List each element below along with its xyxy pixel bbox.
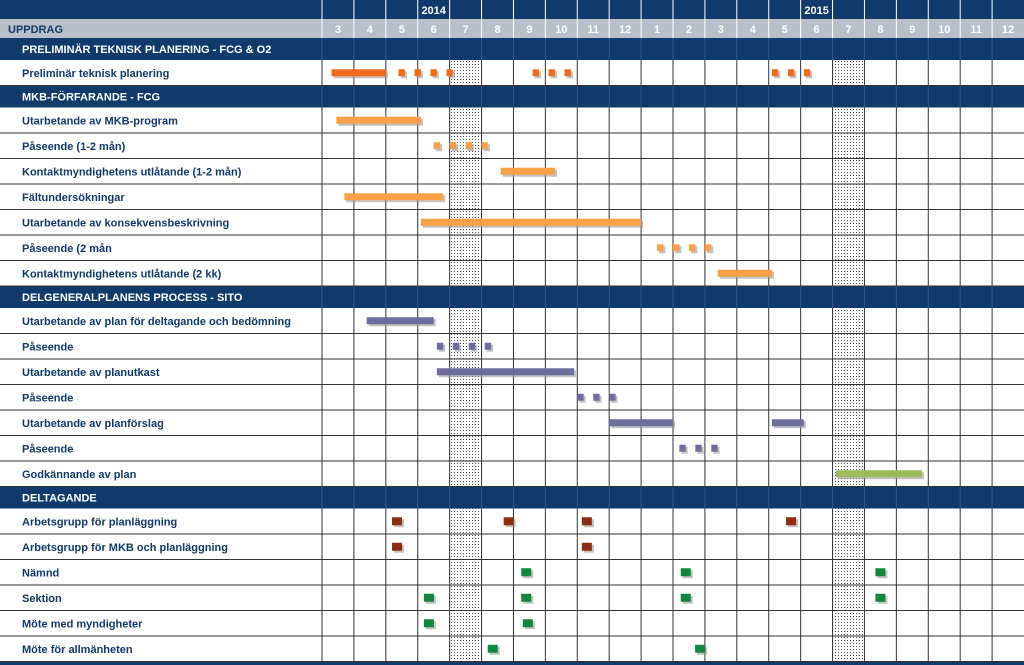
month-tick-label: 10 xyxy=(938,24,951,36)
shaded-column-cell xyxy=(450,560,482,586)
task-label: Arbetsgrupp för planläggning xyxy=(22,516,178,529)
task-dash xyxy=(705,244,711,251)
task-dash xyxy=(450,142,456,149)
task-dash xyxy=(453,343,459,350)
task-dash xyxy=(430,69,436,76)
shaded-column-cell xyxy=(833,133,865,159)
shaded-column-cell xyxy=(833,235,865,261)
task-label: Utarbetande av MKB-program xyxy=(22,115,178,128)
task-bar xyxy=(836,470,922,477)
shaded-column-cell xyxy=(833,560,865,586)
month-tick-label: 12 xyxy=(619,24,632,36)
month-tick-label: 4 xyxy=(366,24,373,36)
month-tick-label: 5 xyxy=(781,24,788,36)
task-dash xyxy=(533,69,539,76)
month-tick-label: 3 xyxy=(717,24,724,36)
task-dash xyxy=(437,343,443,350)
month-tick-label: 9 xyxy=(526,24,533,36)
meeting-marker xyxy=(504,517,514,525)
shaded-column-cell xyxy=(833,585,865,611)
task-label: Arbetsgrupp för MKB och planläggning xyxy=(22,541,228,554)
task-dash xyxy=(788,69,794,76)
shaded-column-cell xyxy=(450,385,482,411)
meeting-marker xyxy=(582,543,592,551)
meeting-marker xyxy=(695,645,705,653)
shaded-column-cell xyxy=(450,636,482,662)
task-dash xyxy=(565,69,571,76)
shaded-column-cell xyxy=(833,436,865,462)
task-label: Möte för allmänheten xyxy=(22,643,133,656)
task-label: Möte med myndigheter xyxy=(22,618,143,631)
task-dash xyxy=(609,394,615,401)
task-row xyxy=(0,235,1024,261)
task-label: Kontaktmyndighetens utlåtande (2 kk) xyxy=(22,268,222,281)
task-dash xyxy=(549,69,555,76)
month-header-band xyxy=(0,19,1024,38)
month-tick-label: 3 xyxy=(334,24,342,36)
task-bar xyxy=(609,419,673,426)
shaded-column-cell xyxy=(833,636,865,662)
task-dash xyxy=(679,445,685,452)
meeting-marker xyxy=(681,568,691,576)
shaded-column-cell xyxy=(833,261,865,287)
month-tick-label: 2 xyxy=(685,24,693,36)
task-label: Påseende (2 mån xyxy=(22,242,112,255)
meeting-marker xyxy=(786,517,796,525)
meeting-marker xyxy=(523,619,533,627)
task-label: Fältundersökningar xyxy=(22,191,125,204)
task-bar xyxy=(367,317,434,324)
meeting-marker xyxy=(424,594,434,602)
shaded-column-cell xyxy=(450,159,482,185)
meeting-marker xyxy=(392,543,402,551)
task-dash xyxy=(695,445,701,452)
section-title: DELTAGANDE xyxy=(22,492,97,505)
task-row xyxy=(0,636,1024,662)
task-dash xyxy=(434,142,440,149)
month-tick-label: 12 xyxy=(1001,24,1015,36)
shaded-column-cell xyxy=(450,261,482,287)
task-dash xyxy=(399,69,405,76)
task-label: Godkännande av plan xyxy=(22,468,137,481)
task-bar xyxy=(437,368,574,375)
task-row xyxy=(0,385,1024,411)
task-row xyxy=(0,436,1024,462)
meeting-marker xyxy=(875,594,885,602)
task-dash xyxy=(657,244,663,251)
shaded-column-cell xyxy=(833,611,865,637)
month-tick-label: 5 xyxy=(398,24,405,36)
shaded-column-cell xyxy=(833,210,865,236)
task-bar xyxy=(421,219,641,226)
task-dash xyxy=(673,244,679,251)
month-tick-label: 8 xyxy=(877,24,884,36)
shaded-column-cell xyxy=(833,60,865,86)
month-tick-label: 7 xyxy=(462,24,469,36)
month-tick-label: 7 xyxy=(845,24,852,36)
task-label: Sektion xyxy=(22,592,62,605)
month-tick-label: 6 xyxy=(430,24,437,36)
month-tick-label: 1 xyxy=(653,24,661,36)
shaded-column-cell xyxy=(450,108,482,134)
task-bar xyxy=(344,193,443,200)
task-bar xyxy=(772,419,804,426)
task-dash xyxy=(772,69,778,76)
shaded-column-cell xyxy=(450,308,482,334)
task-dash xyxy=(446,69,452,76)
meeting-marker xyxy=(521,568,531,576)
task-row xyxy=(0,611,1024,637)
shaded-column-cell xyxy=(450,611,482,637)
task-dash xyxy=(689,244,695,251)
shaded-column-cell xyxy=(833,108,865,134)
shaded-column-cell xyxy=(833,410,865,436)
shaded-column-cell xyxy=(450,509,482,535)
task-dash xyxy=(466,142,472,149)
task-row xyxy=(0,585,1024,611)
month-tick-label: 9 xyxy=(909,24,916,36)
task-bar xyxy=(718,270,772,277)
task-dash xyxy=(804,69,810,76)
section-title: PRELIMINÄR TEKNISK PLANERING - FCG & O2 xyxy=(22,44,272,56)
shaded-column-cell xyxy=(833,509,865,535)
shaded-column-cell xyxy=(450,410,482,436)
month-tick-label: 6 xyxy=(813,24,820,36)
year-header-band xyxy=(0,0,1024,19)
task-dash xyxy=(469,343,475,350)
task-label: Påseende xyxy=(22,341,74,354)
shaded-column-cell xyxy=(833,184,865,210)
year-label: 2015 xyxy=(804,5,829,17)
task-label: Preliminär teknisk planering xyxy=(22,67,170,80)
meeting-marker xyxy=(488,645,498,653)
shaded-column-cell xyxy=(833,308,865,334)
shaded-column-cell xyxy=(833,359,865,385)
shaded-column-cell xyxy=(450,184,482,210)
meeting-marker xyxy=(681,594,691,602)
task-label: Utarbetande av planförslag xyxy=(22,417,164,430)
shaded-column-cell xyxy=(833,334,865,360)
task-dash xyxy=(711,445,717,452)
shaded-column-cell xyxy=(450,436,482,462)
shaded-column-cell xyxy=(833,534,865,560)
meeting-marker xyxy=(392,517,402,525)
task-row xyxy=(0,133,1024,159)
shaded-column-cell xyxy=(833,385,865,411)
task-label: Påseende (1-2 mån) xyxy=(22,140,126,153)
task-label: Kontaktmyndighetens utlåtande (1-2 mån) xyxy=(22,166,242,179)
task-label: Påseende xyxy=(22,443,74,456)
task-dash xyxy=(577,394,583,401)
task-dash xyxy=(593,394,599,401)
meeting-marker xyxy=(424,619,434,627)
meeting-marker xyxy=(875,568,885,576)
month-tick-label: 8 xyxy=(494,24,501,36)
task-label: Påseende xyxy=(22,392,74,405)
task-row xyxy=(0,334,1024,360)
task-dash xyxy=(482,142,488,149)
task-label: Utarbetande av plan för deltagande och bedömning xyxy=(22,315,291,328)
task-row xyxy=(0,560,1024,586)
month-tick-label: 4 xyxy=(749,24,756,36)
meeting-marker xyxy=(521,594,531,602)
shaded-column-cell xyxy=(450,585,482,611)
section-title: DELGENERALPLANENS PROCESS - SITO xyxy=(22,292,243,304)
task-bar xyxy=(332,69,386,76)
task-label: Utarbetande av konsekvensbeskrivning xyxy=(22,217,230,230)
section-title: MKB-FÖRFARANDE - FCG xyxy=(22,91,161,104)
section-row xyxy=(0,487,1024,509)
task-dash xyxy=(485,343,491,350)
task-dash xyxy=(415,69,421,76)
header-label: UPPDRAG xyxy=(8,24,64,36)
month-tick-label: 11 xyxy=(970,24,982,36)
shaded-column-cell xyxy=(450,461,482,487)
shaded-column-cell xyxy=(450,235,482,261)
task-label: Utarbetande av planutkast xyxy=(22,366,160,379)
shaded-column-cell xyxy=(450,534,482,560)
task-bar xyxy=(501,168,555,175)
task-label: Nämnd xyxy=(22,567,60,580)
shaded-column-cell xyxy=(833,159,865,185)
task-row xyxy=(0,184,1024,210)
month-tick-label: 10 xyxy=(555,24,568,36)
task-bar xyxy=(336,117,421,124)
meeting-marker xyxy=(582,517,592,525)
year-label: 2014 xyxy=(421,5,446,17)
month-tick-label: 11 xyxy=(587,24,600,36)
